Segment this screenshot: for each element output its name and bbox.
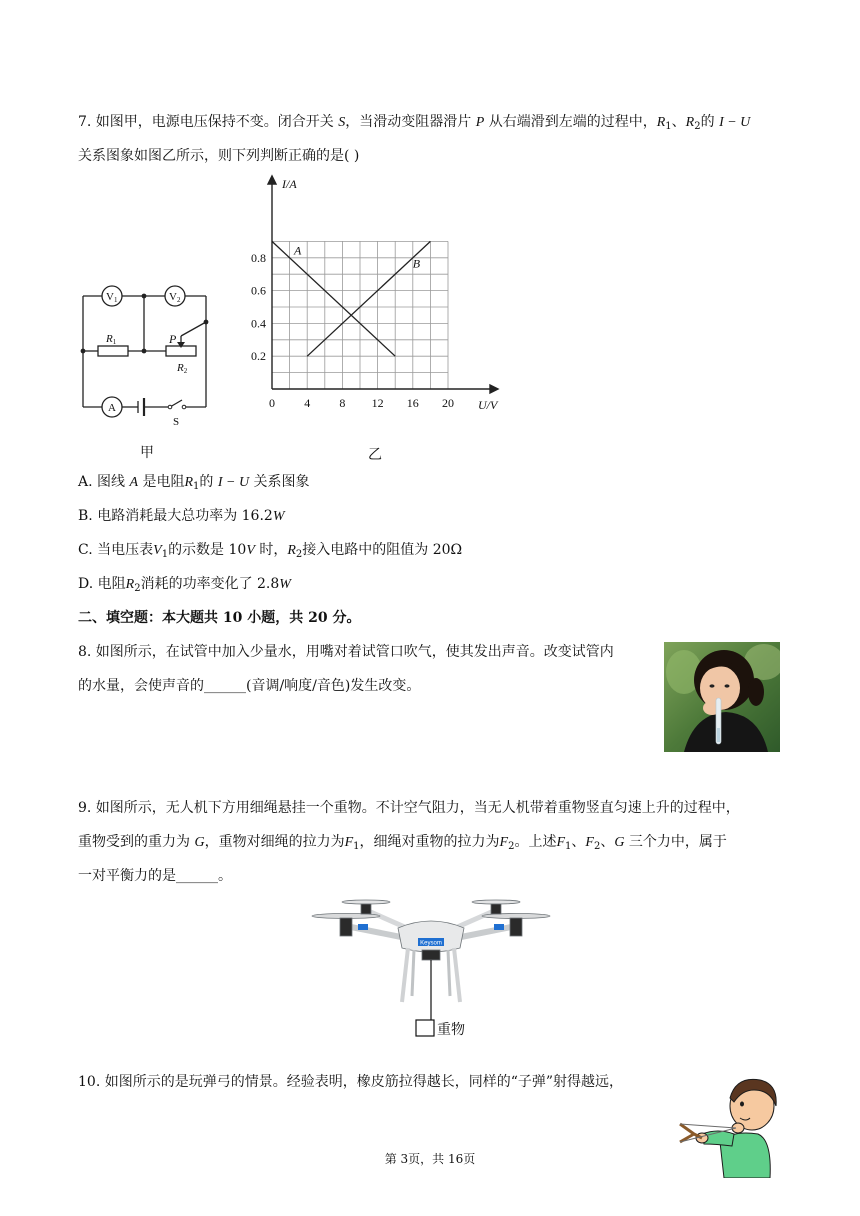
option-b[interactable]: B. 电路消耗最大总功率为 16.2W [78,508,285,524]
q8-line2: 的水量，会使声音的______(音调/响度/音色)发生改变。 [78,678,421,694]
switch-label: S [173,416,180,428]
q8-line1: 8. 如图所示，在试管中加入少量水，用嘴对着试管口吹气，使其发出声音。改变试管内 [78,644,614,660]
series-label-B: B [412,256,421,271]
option-d[interactable]: D. 电阻$R_2$消耗的功率变化了 2.8W [78,576,291,594]
fig-caption-jia: 甲 [140,445,154,461]
q9-line1: 9. 如图所示，无人机下方用细绳悬挂一个重物。不计空气阻力，当无人机带着重物竖直匀速上升的过程中， [78,800,740,816]
option-a[interactable]: A. 图线 A 是电阻$R_1$的 I − U 关系图象 [78,474,310,492]
ammeter-label: A [108,402,116,414]
q7-line2: 关系图象如图乙所示，则下列判断正确的是( ) [78,148,360,164]
x-tick-label: 20 [442,396,454,410]
r1-label: R1 [106,333,117,346]
x-tick-label: 4 [304,396,311,410]
iu-chart [236,172,511,417]
y-axis-arrow [268,176,276,184]
section-heading: 二、填空题：本大题共 10 小题，共 20 分。 [78,610,361,626]
option-c[interactable]: C. 当电压表$V_1$的示数是 10V 时，$R_2$接入电路中的阻值为 20Ω [78,542,463,560]
x-axis-label: U/V [478,398,498,412]
y-axis-label: I/A [282,177,297,191]
girl-blowing-tube-photo [664,642,780,752]
slider-p-label: P [169,332,177,346]
fig-caption-yi: 乙 [368,447,382,463]
y-tick-label: 0.2 [251,349,266,364]
x-axis-arrow [490,385,498,393]
page-footer: 第 3页，共 16页 [384,1152,476,1166]
y-tick-label: 0.4 [251,316,266,331]
x-tick-label: 16 [406,396,419,410]
voltmeter-v2-label: V2 [169,291,181,304]
drone-figure [306,888,556,1038]
q10-line1: 10. 如图所示的是玩弹弓的情景。经验表明，橡皮筋拉得越长，同样的“子弹”射得越远， [78,1074,624,1090]
weight-label: 重物 [437,1022,465,1038]
series-label-A: A [294,243,302,258]
x-tick-label: 0 [269,396,275,410]
drone-logo-text: Keysom [420,940,442,947]
q7-line1: 7. 如图甲，电源电压保持不变。闭合开关 S，当滑动变阻器滑片 P 从右端滑到左端的过程中，$R_1$、$R_2$的 I − U [78,114,751,132]
q9-line2: 重物受到的重力为 G，重物对细绳的拉力为$F_1$，细绳对重物的拉力为$F_2$。上述$F_1$、$F_2$、G 三个力中，属于 [78,834,727,852]
r2-label: R2 [177,362,188,375]
voltmeter-v1-label: V1 [106,291,118,304]
y-tick-label: 0.6 [251,283,266,298]
q9-line3: 一对平衡力的是______。 [78,868,232,884]
x-tick-label: 12 [371,396,384,410]
series-line-A [272,241,395,356]
circuit-diagram [74,280,224,430]
x-tick-label: 8 [339,396,346,410]
y-tick-label: 0.8 [251,250,266,265]
